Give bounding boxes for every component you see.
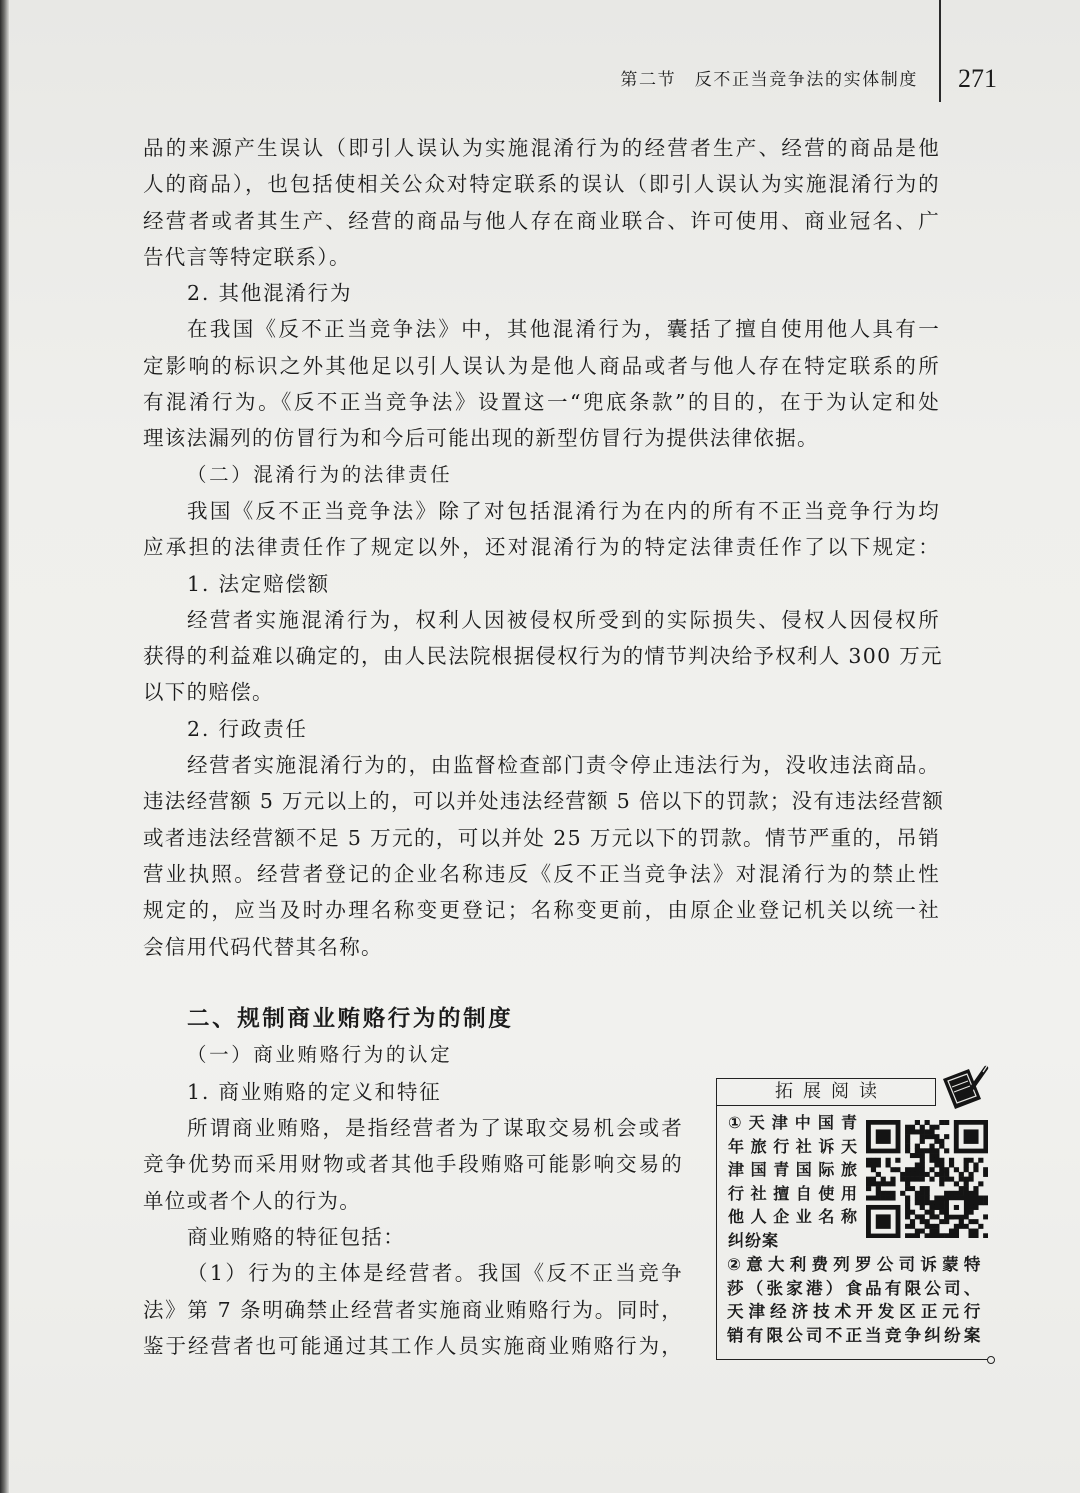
section-heading: （一）商业贿赂行为的认定 [187,1043,453,1067]
case-text-line: 行社擅自使用 [728,1183,858,1203]
case-text-line: ②意大利费列罗公司诉蒙特 [727,1255,981,1274]
book-pen-icon [939,1065,989,1111]
paragraph-line: 告代言等特定联系）。 [143,244,351,269]
paragraph-line: 品的来源产生误认（即引人误认为实施混淆行为的经营者生产、经营的商品是他 [143,136,940,160]
case-text-line: 销有限公司不正当竞争纠纷案 [727,1325,981,1345]
paragraph-line: 规定的，应当及时办理名称变更登记；名称变更前，由原企业登记机关以统一社 [143,898,940,923]
section-heading: （二）混淆行为的法律责任 [187,462,453,486]
subsection-heading: 1. 商业贿赂的定义和特征 [187,1079,442,1104]
paragraph-line: 会信用代码代替其名称。 [143,934,383,959]
paragraph-line: 人的商品），也包括使相关公众对特定联系的误认（即引人误认为实施混淆行为的 [143,172,940,197]
paragraph-line: 经营者或者其生产、经营的商品与他人存在商业联合、许可使用、商业冠名、广 [143,208,940,233]
paragraph-line: 或者违法经营额不足 5 万元的，可以并处 25 万元以下的罚款。情节严重的，吊销 [143,825,940,850]
section-spacer [143,965,940,1001]
subsection-heading: 1. 法定赔偿额 [187,571,330,596]
paragraph-line: 有混淆行为。《反不正当竞争法》设置这一“兜底条款”的目的，在于为认定和处 [143,390,940,415]
subsection-heading: 2. 行政责任 [187,716,308,741]
subsection-heading: 2. 其他混淆行为 [187,281,353,306]
paragraph-line: 竞争优势而采用财物或者其他手段贿赂可能影响交易的 [143,1152,683,1177]
case-text-line: 莎（张家港）食品有限公司、 [727,1278,981,1298]
paragraph-line: 经营者实施混淆行为，权利人因被侵权所受到的实际损失、侵权人因侵权所 [187,607,940,632]
paragraph-line: 单位或者个人的行为。 [143,1188,361,1213]
paragraph-line: 理该法漏列的仿冒行为和今后可能出现的新型仿冒行为提供法律依据。 [143,426,819,451]
paragraph-line: 营业执照。经营者登记的企业名称违反《反不正当竞争法》对混淆行为的禁止性 [143,861,940,886]
paragraph-line: 在我国《反不正当竞争法》中，其他混淆行为，囊括了擅自使用他人具有一 [187,317,940,342]
paragraph-line: 鉴于经营者也可能通过其工作人员实施商业贿赂行为， [143,1333,683,1358]
case-reference-1 [728,1111,858,1252]
running-header: 第二节 反不正当竞争法的实体制度 [620,70,918,90]
case-text-line: 年旅行社诉天 [728,1136,858,1156]
extended-reading-title: 拓展阅读 [717,1078,936,1106]
chapter-section-heading: 二、规制商业贿赂行为的制度 [187,1006,514,1033]
paragraph-line: 应承担的法律责任作了规定以外，还对混淆行为的特定法律责任作了以下规定： [143,535,940,560]
paragraph-line: （1）行为的主体是经营者。我国《反不正当竞争 [187,1261,683,1286]
qr-code-icon [866,1120,988,1238]
case-text-line: 津国青国际旅 [728,1160,858,1179]
case-text-line: 天津经济技术开发区正元行 [727,1302,981,1321]
paragraph-line: 法》第 7 条明确禁止经营者实施商业贿赂行为。同时， [143,1297,683,1322]
case-reference-2 [727,1253,981,1347]
case-text-line: ①天津中国青 [728,1113,858,1132]
box-corner-dot [987,1356,995,1364]
extended-reading-box [716,1078,990,1360]
header-divider [939,0,941,102]
case-text-line: 纠纷案 [728,1230,780,1250]
page-number: 271 [958,64,997,93]
paragraph-line: 所谓商业贿赂，是指经营者为了谋取交易机会或者 [187,1116,683,1141]
scan-edge-shadow [0,0,9,1493]
paragraph-line: 商业贿赂的特征包括： [187,1224,405,1249]
paragraph-line: 违法经营额 5 万元以上的，可以并处违法经营额 5 倍以下的罚款；没有违法经营额 [143,789,945,814]
paragraph-line: 以下的赔偿。 [143,680,274,705]
paragraph-line: 定影响的标识之外其他足以引人误认为是他人商品或者与他人存在特定联系的所 [143,353,940,378]
case-text-line: 他人企业名称 [728,1207,858,1226]
paragraph-line: 获得的利益难以确定的，由人民法院根据侵权行为的情节判决给予权利人 300 万元 [143,644,943,669]
paragraph-line: 我国《反不正当竞争法》除了对包括混淆行为在内的所有不正当竞争行为均 [187,498,940,523]
paragraph-line: 经营者实施混淆行为的，由监督检查部门责令停止违法行为，没收违法商品。 [187,753,940,778]
